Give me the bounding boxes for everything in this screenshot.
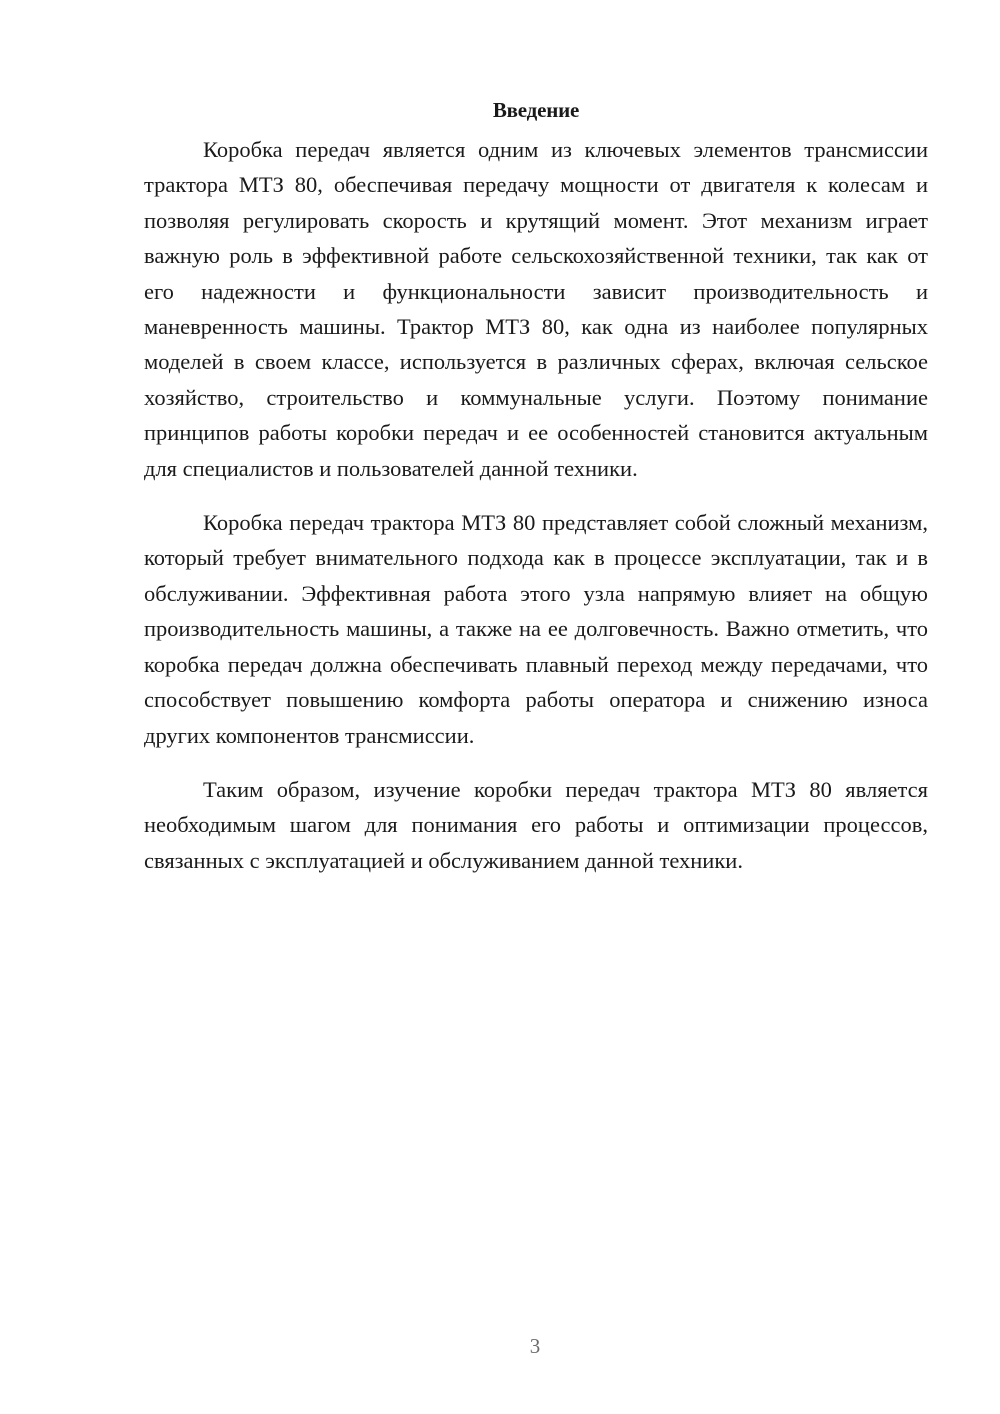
- paragraph-1: Коробка передач является одним из ключевых элементов трансмиссии трактора МТЗ 80, обеспечивая передачу мощности от двигателя к колесам и позволяя регулировать скорость и крутящий момент. Этот механизм играет важную роль в эффективной работе сельскохозяйственной техники, так как от его надежности и функциональности зависит производительность и маневренность машины. Трактор МТЗ 80, как одна из наиболее популярных моделей в своем классе, используется в различных сферах, включая сельское хозяйство, строительство и коммунальные услуги. Поэтому понимание принципов работы коробки передач и ее особенностей становится актуальным для специалистов и пользователей данной техники.: [144, 137, 928, 481]
- section-heading: Введение: [492, 98, 580, 122]
- page-number: 3: [529, 1334, 541, 1358]
- paragraph-3: Таким образом, изучение коробки передач трактора МТЗ 80 является необходимым шагом для понимания его работы и оптимизации процессов, связанных с эксплуатацией и обслуживанием данной техники.: [144, 776, 928, 873]
- paragraph-2: Коробка передач трактора МТЗ 80 представляет собой сложный механизм, который требует внимательного подхода как в процессе эксплуатации, так и в обслуживании. Эффективная работа этого узла напрямую влияет на общую производительность машины, а также на ее долговечность. Важно отметить, что коробка передач должна обеспечивать плавный переход между передачами, что способствует повышению комфорта работы оператора и снижению износа других компонентов трансмиссии.: [144, 510, 928, 748]
- page-content: [144, 92, 928, 897]
